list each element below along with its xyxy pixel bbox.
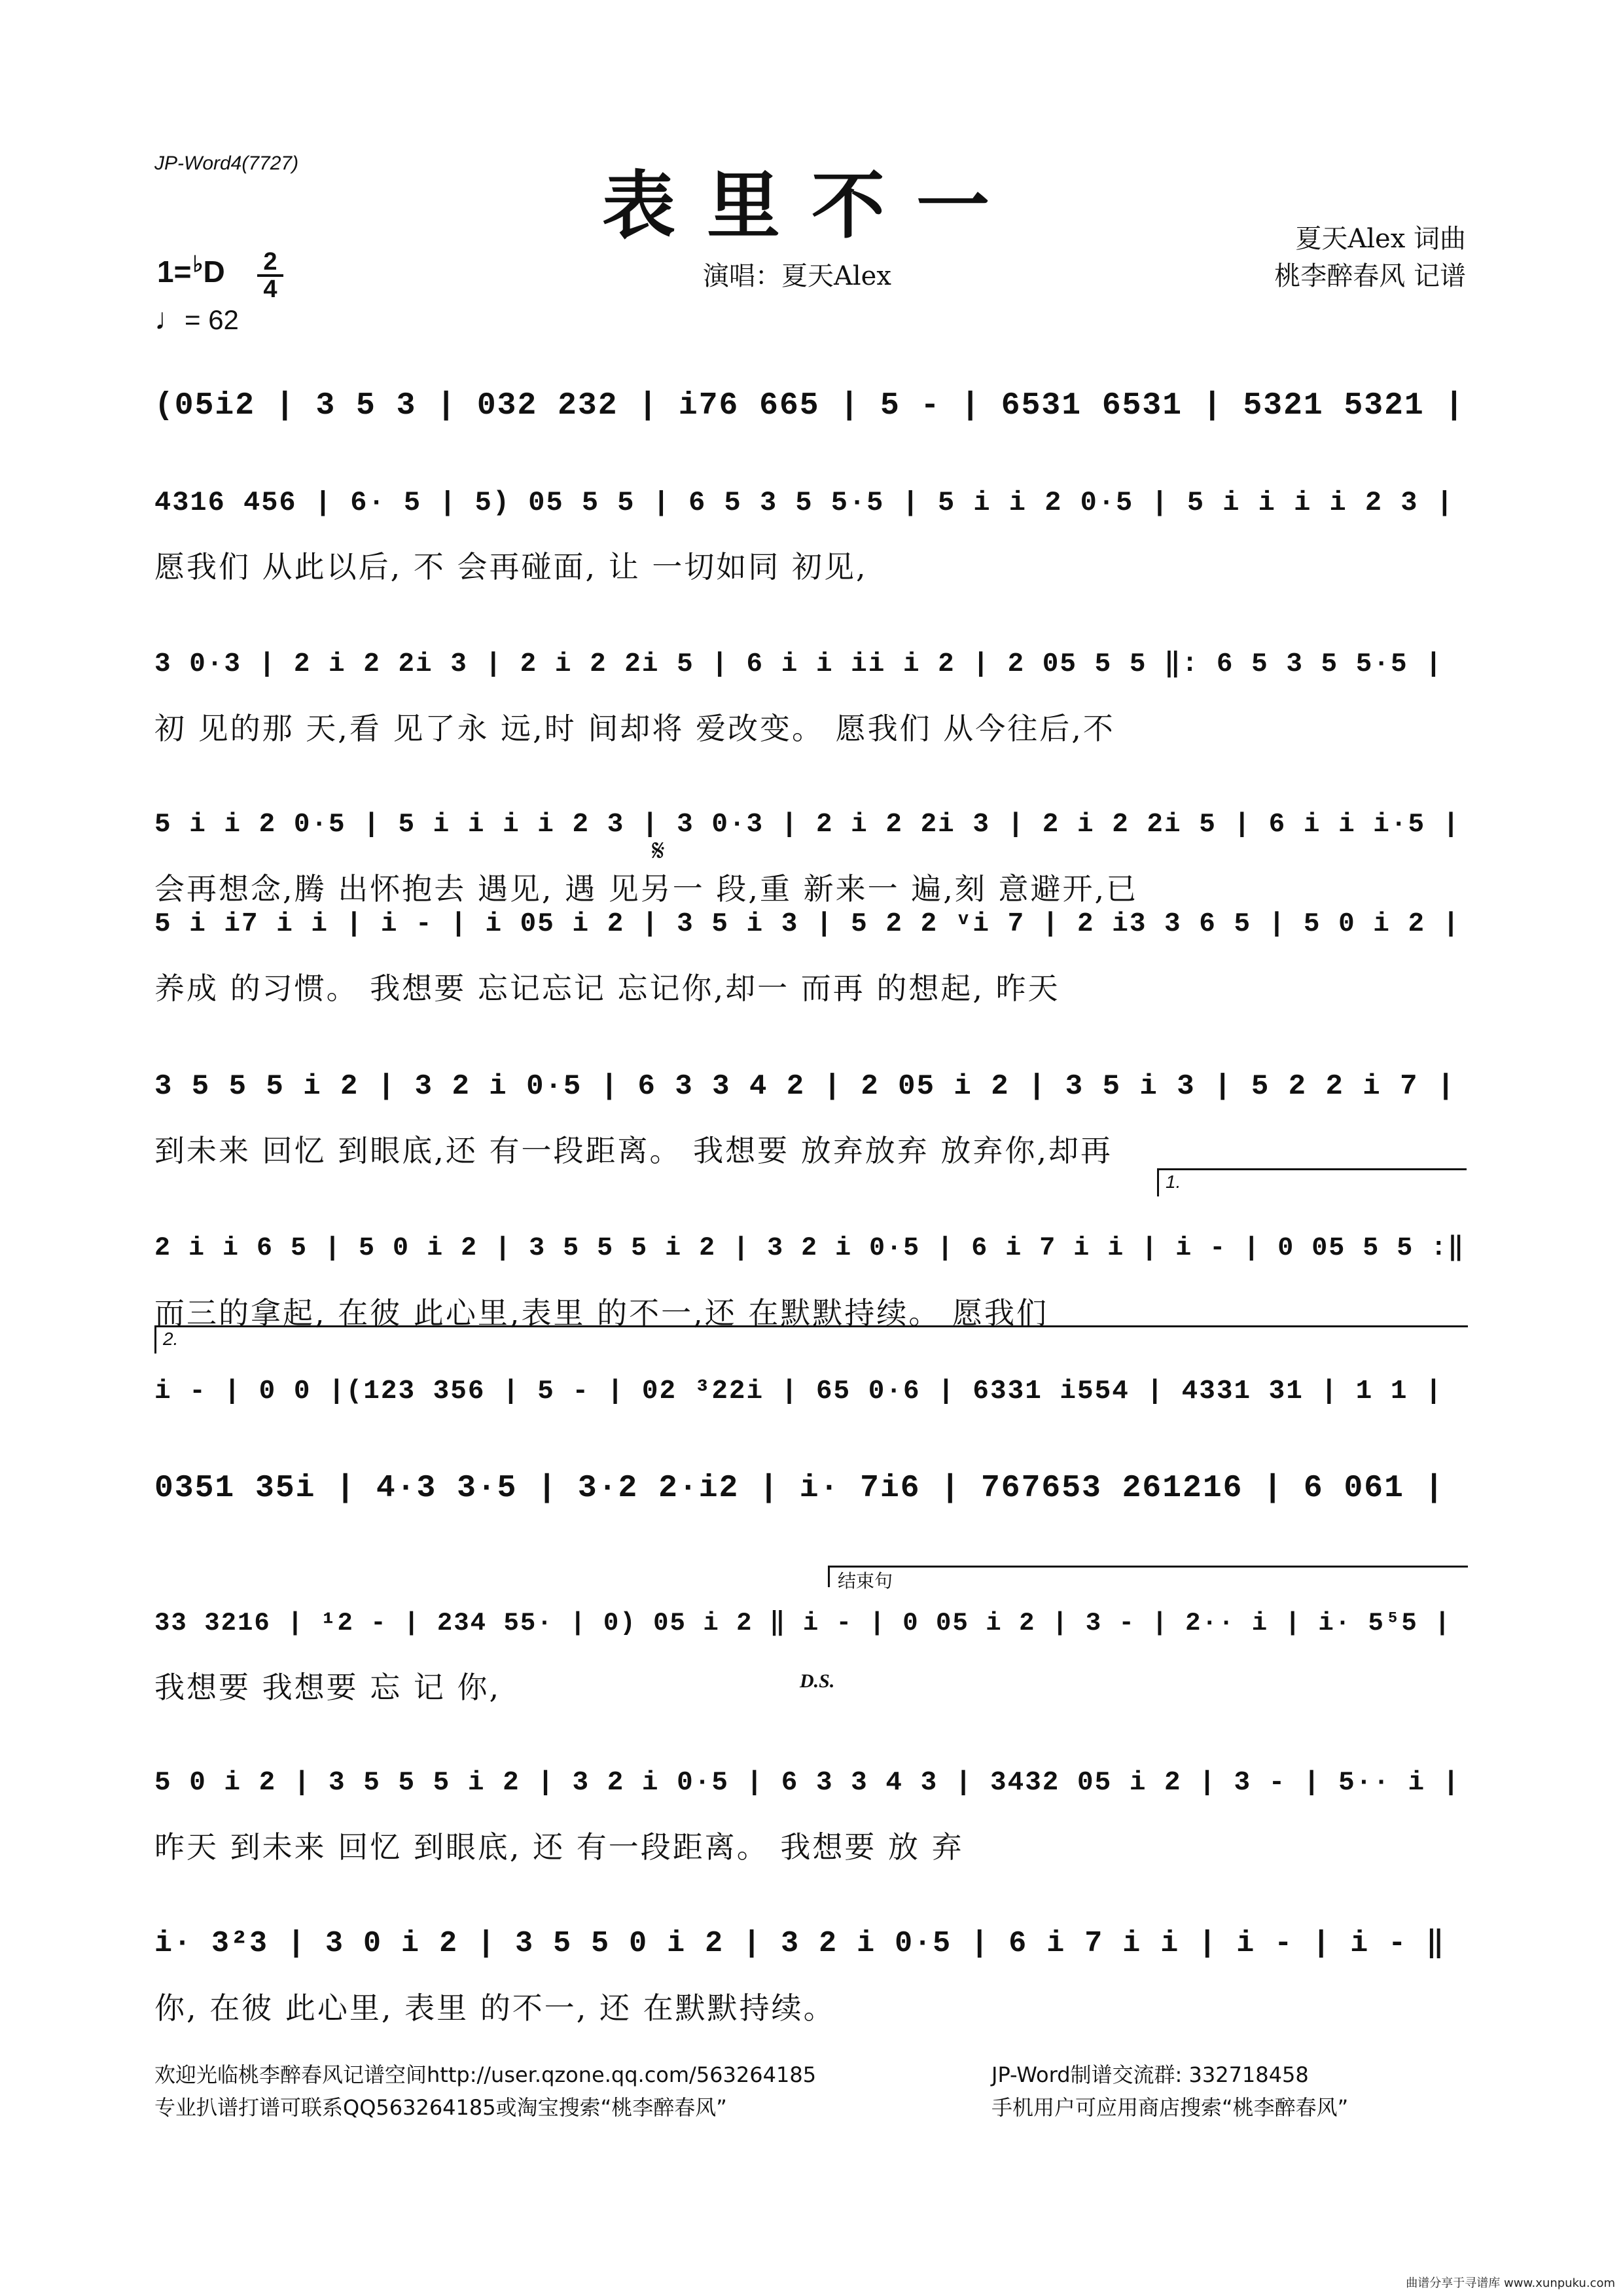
ending-phrase-label: 结束句 [838,1570,893,1592]
key-prefix: 1= [157,255,192,289]
lyric-line: 会再想念,腾 出怀抱去 遇见, 遇 见另一 段,重 新来一 遍,刻 意避开,已 [154,871,1139,906]
notation-line: 3 5 5 5 i 2 | 3 2 i 0·5 | 6 3 3 4 2 | 2 05 i 2 | 3 5 i 3 | 5 2 2 i 7 | [154,1070,1456,1103]
song-title: 表里不一 [602,163,1021,249]
tempo-value: = 62 [185,304,239,335]
notation-line: 5 0 i 2 | 3 5 5 5 i 2 | 3 2 i 0·5 | 6 3 3 4 3 | 3432 05 i 2 | 3 - | 5·· i | [154,1768,1461,1798]
tempo-marking [154,301,239,336]
time-top: 2 [263,248,277,276]
key-note: D [203,255,225,289]
lyric-line: 而三的拿起, 在彼 此心里,表里 的不一,还 在默默持续。 愿我们 [154,1295,1048,1331]
transcriber-credit: 桃李醉春风 记谱 [1274,261,1466,291]
notation-line: i· 3²3 | 3 0 i 2 | 3 5 5 0 i 2 | 3 2 i 0·5 | 6 i 7 i i | i - | i - ‖ [154,1927,1446,1960]
time-bottom: 4 [263,276,277,303]
notation-line: 4316 456 | 6· 5 | 5) 05 5 5 | 6 5 3 5 5·5 | 5 i i 2 0·5 | 5 i i i i 2 3 | [154,487,1454,518]
notation-line: 33 3216 | ¹2 - | 234 55· | 0) 05 i 2 ‖ i - | 0 05 i 2 | 3 - | 2·· i | i· 5⁵5 | [154,1609,1452,1638]
lyric-line: 我想要 我想要 忘 记 你, [154,1670,501,1705]
notation-line: 2 i i 6 5 | 5 0 i 2 | 3 5 5 5 i 2 | 3 2 i 0·5 | 6 i 7 i i | i - | 0 05 5 5 :‖ [154,1234,1465,1263]
notation-line: (05i2 | 3 5 3 | 032 232 | i76 665 | 5 - | 6531 6531 | 5321 5321 | [154,388,1465,423]
notation-line: 5 i i 2 0·5 | 5 i i i i 2 3 | 3 0·3 | 2 i 2 2i 3 | 2 i 2 2i 5 | 6 i i i·5 | [154,810,1461,840]
footer-mobile: 手机用户可应用商店搜索“桃李醉春风” [991,2095,1349,2120]
footer-group: JP-Word制谱交流群: 332718458 [991,2062,1309,2087]
lyric-line: 养成 的习惯。 我想要 忘记忘记 忘记你,却一 而再 的想起, 昨天 [154,971,1060,1006]
lyric-line: 昨天 到未来 回忆 到眼底, 还 有一段距离。 我想要 放 弃 [154,1829,964,1865]
first-ending-bracket [1157,1168,1467,1196]
quarter-note-icon: ♩ [154,302,185,336]
da-segno-mark: D.S. [800,1670,835,1692]
second-ending-label: 2. [163,1329,179,1349]
software-label: JP-Word4(7727) [154,152,299,174]
lyric-line: 愿我们 从此以后, 不 会再碰面, 让 一切如同 初见, [154,549,868,584]
first-ending-label: 1. [1166,1172,1181,1192]
notation-line: 3 0·3 | 2 i 2 2i 3 | 2 i 2 2i 5 | 6 i i ii i 2 | 2 05 5 5 ‖: 6 5 3 5 5·5 | [154,649,1443,679]
key-signature [157,254,225,289]
footer-contact: 专业扒谱打谱可联系QQ563264185或淘宝搜索“桃李醉春风” [154,2095,727,2120]
ending-phrase-bracket [828,1566,1468,1587]
footer-site: 欢迎光临桃李醉春风记谱空间http://user.qzone.qq.com/563264185 [154,2062,817,2087]
lyric-line: 你, 在彼 此心里, 表里 的不一, 还 在默默持续。 [154,1990,836,2026]
lyric-line: 初 见的那 天,看 见了永 远,时 间却将 爱改变。 愿我们 从今往后,不 [154,711,1115,746]
watermark: 曲谱分享于寻谱库 www.xunpuku.com [1406,2276,1615,2290]
singer-credit: 演唱：夏天Alex [703,261,891,291]
notation-line: 0351 35i | 4·3 3·5 | 3·2 2·i2 | i· 7i6 | 767653 261216 | 6 061 | [154,1471,1445,1506]
notation-line: 5 i i7 i i | i - | i 05 i 2 | 3 5 i 3 | 5 2 2 ᵛi 7 | 2 i3 3 6 5 | 5 0 i 2 | [154,909,1461,939]
notation-line: i - | 0 0 |(123 356 | 5 - | 02 ³22i | 65 0·6 | 6331 i554 | 4331 31 | 1 1 | [154,1376,1443,1407]
segno-icon: 𝄋 [652,833,665,868]
flat-symbol: ♭ [192,252,204,277]
time-signature [257,250,283,301]
lyric-line: 到未来 回忆 到眼底,还 有一段距离。 我想要 放弃放弃 放弃你,却再 [154,1133,1113,1168]
lyrics-music-credit: 夏天Alex 词曲 [1295,224,1466,254]
